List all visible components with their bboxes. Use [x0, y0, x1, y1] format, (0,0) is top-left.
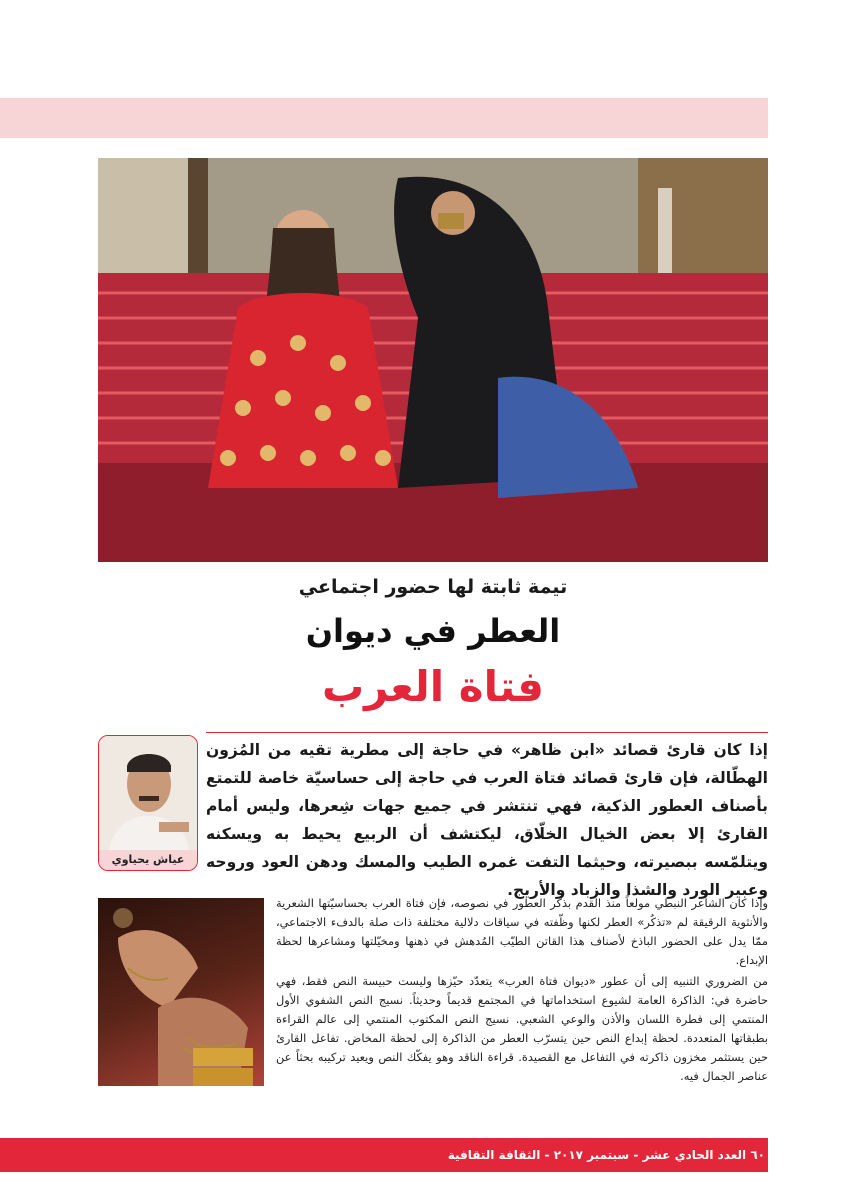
lead-divider	[206, 732, 768, 733]
top-pink-band	[0, 98, 768, 138]
footer-page-info: ٦٠ العدد الحادي عشر - سبتمبر ٢٠١٧ - الثقافة التقافية	[447, 1148, 765, 1162]
body-paragraph-2: من الضروري التنبيه إلى أن عطور «ديوان فتاة العرب» يتعدّد حيّزها وليست حبيسة النص فقط، فهي حاضرة في: الذاكرة العامة لشيوع استخداماتها في المجتمع قديماً وحديثاً. نسيج النص الشفوي الأول المنتمي إلى فطرة اللسان والأذن والوعي الشعبي. نسيج النص المكتوب المنتمي إلى عالم القراءة بطبقاتها المتعددة. لحظة إبداع النص حين يتسرّب العطر من الذاكرة إلى لحظة المخاض. تفاعل القارئ حين يستثمر مخزون ذاكرته في التفاعل مع القصيدة. قراءة الناقد وهو يفكّك النص ويعيد تركيبه بحثاً عن عناصر الجمال فيه.	[276, 974, 768, 1083]
kicker-subtitle: تيمة ثابتة لها حضور اجتماعي	[298, 576, 568, 598]
hands-illustration	[98, 898, 264, 1086]
body-paragraph-1: وإذا كان الشاعر النبطي مولعاً منذ القدم بذكر العطور في نصوصه، فإن فتاة العرب بحساسيّتها الشعرية والأنثوية الرقيقة لم «تذكُر» العطر لكنها وظّفته في سياقات دلالية مختلفة ذات صلة بالدفء الاجتماعي، ممّا يدل على الحضور الباذخ لأصناف هذا القاتن الطيّب المُدهش في ذهنها ومخيّلتها ومشاعرها لحظة الإبداع.	[276, 896, 768, 967]
article-title-line-2: فتاة العرب	[321, 662, 545, 711]
author-card	[98, 735, 198, 871]
hands-photo	[98, 898, 264, 1086]
hero-illustration	[98, 158, 768, 562]
body-text	[276, 894, 768, 1086]
author-name: عياش يحياوي	[99, 850, 197, 870]
author-photo	[99, 736, 197, 850]
hero-photo	[98, 158, 768, 562]
article-title-line-1: العطر في ديوان	[305, 612, 561, 650]
lead-paragraph: إذا كان قارئ قصائد «ابن ظاهر» في حاجة إلى مطرية تقيه من المُزون الهطّالة، فإن قارئ قصائد فتاة العرب في حاجة إلى حساسيّة خاصة للتمتع بأصناف العطور الذكية، فهي تنتشر في جميع جهات شِعرها، وليس أمام القارئ إلا بعض الخيال الخلّاق، ليكتشف أن الربيع يحيط به ويسكنه ويتلمّسه ببصيرته، وحيثما التفت غمره الطيب والمسك ودهن العود وروحه وعبير الورد والشذا والزباد والأريج.	[206, 741, 768, 899]
